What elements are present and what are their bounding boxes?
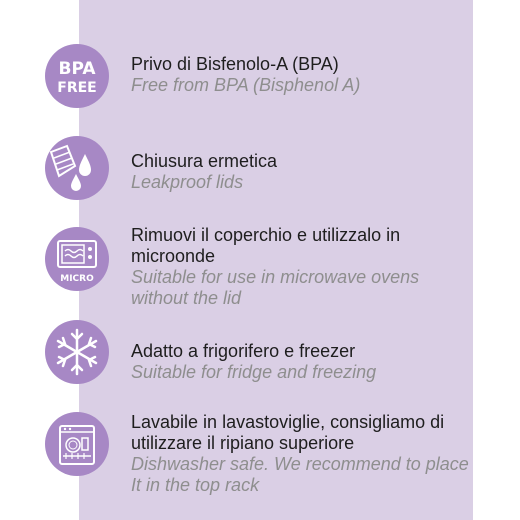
feature-title-en: Leakproof lids	[131, 172, 244, 192]
feature-title-en: Suitable for fridge and freezing	[131, 362, 377, 382]
bpa-badge-line2: FREE	[57, 80, 97, 96]
leakproof-lid-icon	[45, 136, 109, 200]
feature-title-en: Suitable for use in microwave ovens without the lid	[131, 267, 420, 308]
feature-title-en: Dishwasher safe. We recommend to place It in the top rack	[131, 454, 469, 495]
bpa-free-icon	[45, 44, 109, 108]
feature-title-en: Free from BPA (Bisphenol A)	[131, 75, 361, 95]
feature-title-it: Lavabile in lavastoviglie, consigliamo di utilizzare il ripiano superiore	[131, 412, 445, 453]
microwave-icon	[45, 227, 109, 291]
feature-title-it: Adatto a frigorifero e freezer	[131, 341, 356, 361]
bpa-badge-line1: BPA	[58, 59, 96, 79]
microwave-badge-label: MICRO	[60, 274, 94, 284]
feature-title-it: Rimuovi il coperchio e utilizzalo in microonde	[131, 225, 401, 266]
snowflake-icon	[45, 320, 109, 384]
feature-title-it: Chiusura ermetica	[131, 151, 278, 171]
feature-title-it: Privo di Bisfenolo-A (BPA)	[131, 54, 339, 74]
dishwasher-icon	[45, 412, 109, 476]
